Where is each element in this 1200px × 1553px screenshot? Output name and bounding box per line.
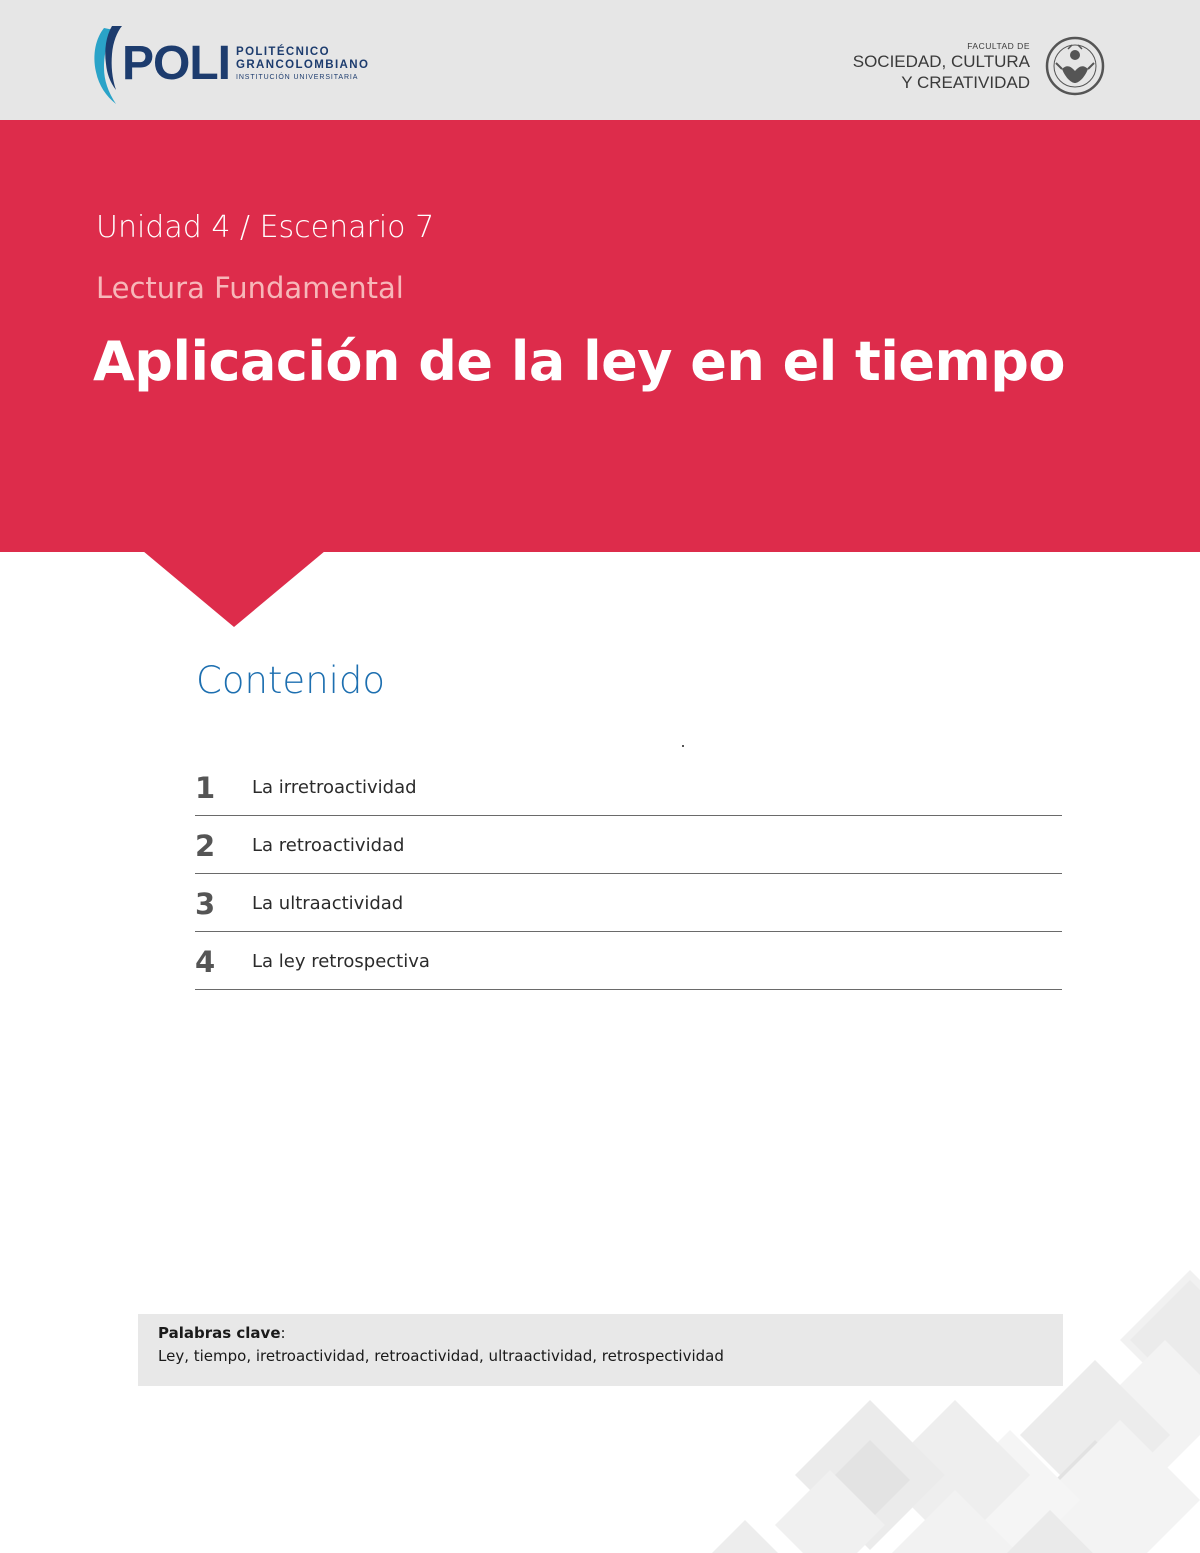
contents-item-number: 4 bbox=[195, 945, 216, 979]
contents-item-label: La irretroactividad bbox=[252, 777, 417, 798]
unit-scenario: Unidad 4 / Escenario 7 bbox=[96, 210, 435, 245]
hero-notch bbox=[143, 551, 325, 627]
header-band bbox=[0, 0, 1200, 120]
faculty-line3: Y CREATIVIDAD bbox=[901, 73, 1030, 92]
keywords-list: Ley, tiempo, iretroactividad, retroactividad, ultraactividad, retrospectividad bbox=[158, 1347, 724, 1365]
keywords-colon: : bbox=[280, 1324, 286, 1342]
contents-item-label: La ley retrospectiva bbox=[252, 951, 430, 972]
contents-list bbox=[195, 758, 1062, 990]
diamond-shapes bbox=[700, 1270, 1200, 1553]
keywords-heading bbox=[158, 1323, 1043, 1343]
contents-item[interactable] bbox=[195, 874, 1062, 932]
contents-item-number: 1 bbox=[195, 771, 216, 805]
poli-subtitle-line1: POLITÉCNICO bbox=[236, 46, 330, 58]
poli-logo bbox=[90, 22, 390, 106]
poli-subtitle bbox=[236, 46, 369, 83]
contents-item-number: 2 bbox=[195, 829, 216, 863]
stray-dot bbox=[682, 745, 684, 747]
faculty-line1: FACULTAD DE bbox=[967, 41, 1030, 51]
faculty-line2: SOCIEDAD, CULTURA bbox=[852, 52, 1030, 71]
contents-item[interactable] bbox=[195, 758, 1062, 816]
keywords-label: Palabras clave bbox=[158, 1324, 281, 1342]
document-title: Aplicación de la ley en el tiempo bbox=[93, 330, 1066, 393]
contents-item[interactable] bbox=[195, 932, 1062, 990]
contents-item-number: 3 bbox=[195, 887, 216, 921]
contents-title: Contenido bbox=[196, 659, 386, 702]
reading-type: Lectura Fundamental bbox=[96, 271, 404, 305]
contents-item-label: La ultraactividad bbox=[252, 893, 404, 914]
contents-item[interactable] bbox=[195, 816, 1062, 874]
faculty-text bbox=[853, 36, 1030, 93]
faculty-logo bbox=[853, 36, 1106, 106]
poli-subtitle-line3: INSTITUCIÓN UNIVERSITARIA bbox=[236, 74, 359, 81]
poli-subtitle-line2: GRANCOLOMBIANO bbox=[236, 59, 370, 71]
contents-item-label: La retroactividad bbox=[252, 835, 405, 856]
keywords-box bbox=[138, 1314, 1063, 1386]
poli-wordmark: POLI bbox=[122, 37, 231, 90]
faculty-emblem-icon bbox=[1044, 35, 1106, 97]
